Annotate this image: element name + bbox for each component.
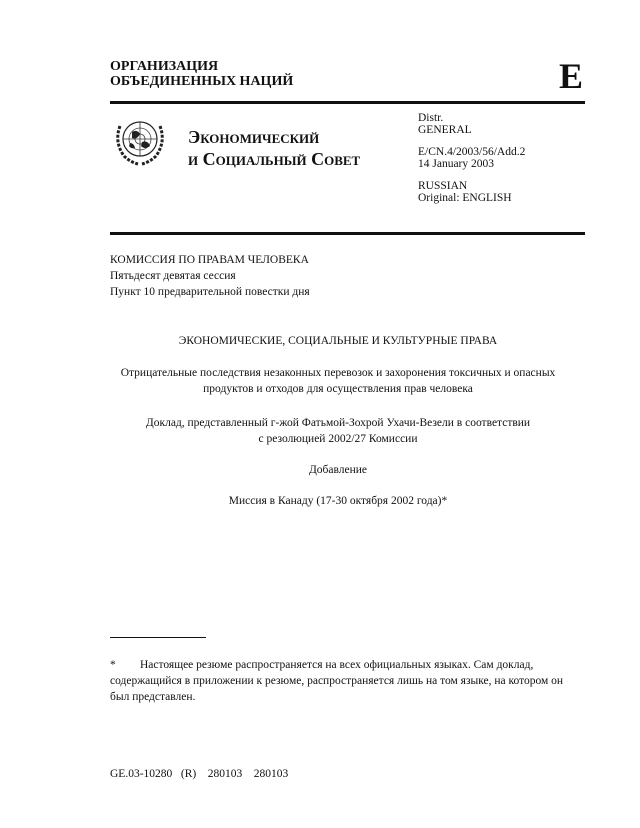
session: Пятьдесят девятая сессия bbox=[110, 270, 236, 282]
agenda-item: Пункт 10 предварительной повестки дня bbox=[110, 286, 310, 298]
un-emblem-icon bbox=[112, 112, 168, 168]
mission-title: Миссия в Канаду (17-30 октября 2002 года)* bbox=[228, 495, 448, 507]
header-rule bbox=[110, 101, 585, 104]
language-letter: E bbox=[559, 56, 584, 96]
org-line-2: ОБЪЕДИНЕННЫХ НАЦИЙ bbox=[110, 74, 294, 89]
job-number: GE.03-10280 (R) 280103 280103 bbox=[110, 768, 289, 780]
org-line-1: ОРГАНИЗАЦИЯ bbox=[110, 59, 219, 74]
report-line-2: с резолюцией 2002/27 Комиссии bbox=[258, 433, 418, 445]
organization-name bbox=[110, 59, 293, 89]
meta-rule bbox=[110, 232, 585, 235]
footnote-rule bbox=[110, 637, 206, 638]
document-date: 14 January 2003 bbox=[418, 158, 495, 170]
council-line-2: и Социальный Совет bbox=[188, 149, 361, 169]
distribution: GENERAL bbox=[418, 124, 472, 136]
commission-block bbox=[110, 252, 310, 300]
footnote-marker: * bbox=[110, 659, 116, 671]
subject-line-2: продуктов и отходов для осуществления прав человека bbox=[203, 383, 473, 395]
subject bbox=[110, 365, 566, 397]
commission-name: КОМИССИЯ ПО ПРАВАМ ЧЕЛОВЕКА bbox=[110, 254, 309, 266]
original-language: Original: ENGLISH bbox=[418, 192, 512, 204]
section-heading: ЭКОНОМИЧЕСКИЕ, СОЦИАЛЬНЫЕ И КУЛЬТУРНЫЕ ПРАВА bbox=[178, 335, 498, 347]
document-symbol: E/CN.4/2003/56/Add.2 bbox=[418, 146, 526, 158]
footnote bbox=[110, 657, 570, 705]
distr-label: Distr. bbox=[418, 112, 444, 124]
subject-line-1: Отрицательные последствия незаконных перевозок и захоронения токсичных и опасных bbox=[120, 367, 556, 379]
report-line-1: Доклад, представленный г-жой Фатьмой-Зохрой Ухачи-Везели в соответствии bbox=[145, 417, 531, 429]
council-name bbox=[188, 126, 360, 170]
council-line-1: Экономический bbox=[188, 127, 320, 147]
addendum-label: Добавление bbox=[308, 464, 368, 476]
report-description bbox=[110, 415, 566, 447]
document-language: RUSSIAN bbox=[418, 180, 468, 192]
footnote-text: Настоящее резюме распространяется на всех официальных языках. Сам доклад, содержащийся в приложении к резюме, распространяется лишь на том языке, на котором он был представлен. bbox=[110, 659, 564, 703]
document-metadata bbox=[418, 112, 525, 204]
